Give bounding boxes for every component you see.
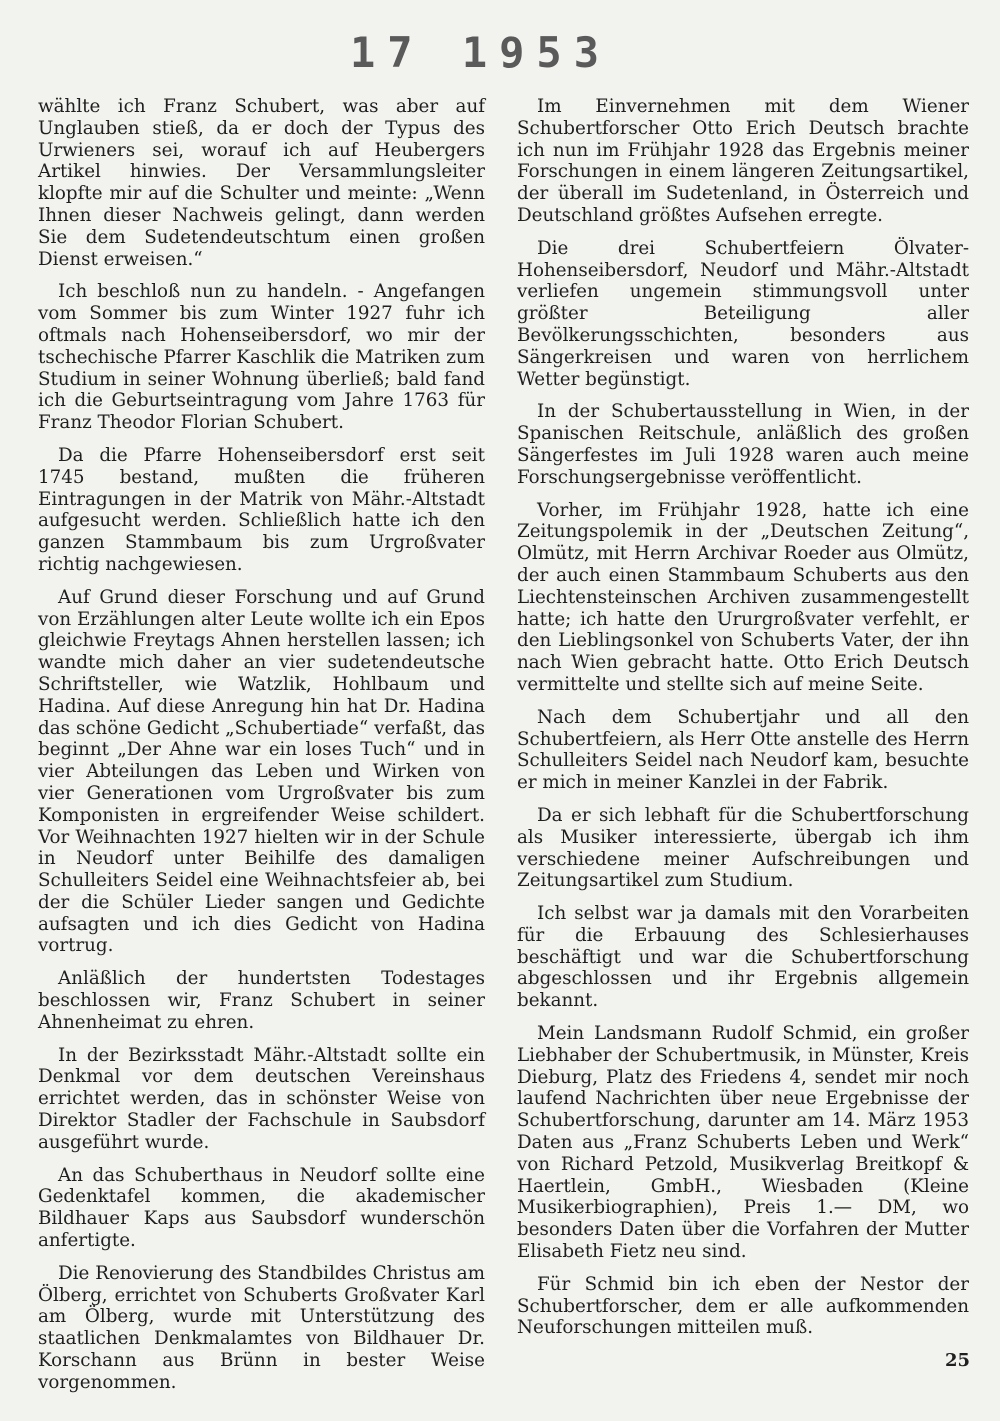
paragraph: In der Schubertausstellung in Wien, in der Spanischen Reitschule, anläßlich des großen Sängerfestes im Juli 1928 waren auch meine Forschungsergebnisse veröffentlicht. xyxy=(517,401,969,488)
date-stamp: 17 1953 xyxy=(350,28,612,77)
paragraph: In der Bezirksstadt Mähr.-Altstadt sollte ein Denkmal vor dem deutschen Vereinshaus errichtet werden, das in schönster Weise von Direktor Stadler der Fachschule in Saubsdorf ausgeführt wurde. xyxy=(38,1044,485,1153)
paragraph: Anläßlich der hundertsten Todestages beschlossen wir, Franz Schubert in seiner Ahnenheimat zu ehren. xyxy=(38,968,485,1033)
paragraph: Die Renovierung des Standbildes Christus am Ölberg, errichtet von Schuberts Großvater Karl am Ölberg, wurde mit Unterstützung des staatlichen Denkmalamtes von Bildhauer Dr. Korschann aus Brünn in bester Weise vorgenommen. xyxy=(38,1262,485,1393)
paragraph: Auf Grund dieser Forschung und auf Grund von Erzählungen alter Leute wollte ich ein Epos gleichwie Freytags Ahnen herstellen lassen; ich wandte mich daher an vier sudetendeutsche Schriftsteller, wie Watzlik, Hohlbaum und Hadina. Auf diese Anregung hin hat Dr. Hadina das schöne Gedicht „Schubertiade“ verfaßt, das beginnt „Der Ahne war ein loses Tuch“ und in vier Abteilungen das Leben und Wirken von vier Generationen vom Urgroßvater bis zum Komponisten in ergreifender Weise schildert. Vor Weihnachten 1927 hielten wir in der Schule in Neudorf unter Beihilfe des damaligen Schulleiters Seidel eine Weihnachtsfeier ab, bei der die Schüler Lieder sangen und Gedichte aufsagten und ich dies Gedicht von Hadina vortrug. xyxy=(38,586,485,957)
paragraph: Die drei Schubertfeiern Ölvater-Hohenseibersdorf, Neudorf und Mähr.-Altstadt verliefen ungemein stimmungsvoll unter größter Beteiligung aller Bevölkerungsschichten, besonders aus Sängerkreisen und waren von herrlichem Wetter begünstigt. xyxy=(517,237,969,390)
paragraph: Im Einvernehmen mit dem Wiener Schubertforscher Otto Erich Deutsch brachte ich nun im Frühjahr 1928 das Ergebnis meiner Forschungen in einem längeren Zeitungsartikel, der überall im Sudetenland, in Österreich und Deutschland größtes Aufsehen erregte. xyxy=(517,96,969,226)
paragraph: Für Schmid bin ich eben der Nestor der Schubertforscher, dem er alle aufkommenden Neuforschungen mitteilen muß. xyxy=(517,1273,969,1339)
paragraph: Da er sich lebhaft für die Schubertforschung als Musiker interessierte, übergab ich ihm verschiedene meiner Aufschreibungen und Zeitungsartikel zum Studium. xyxy=(517,804,969,892)
paragraph: Nach dem Schubertjahr und all den Schubertfeiern, als Herr Otte anstelle des Herrn Schulleiters Seidel nach Neudorf kam, besuchte er mich in meiner Kanzlei in der Fabrik. xyxy=(517,706,969,794)
paragraph: Da die Pfarre Hohenseibersdorf erst seit 1745 bestand, mußten die früheren Eintragungen in der Matrik von Mähr.-Altstadt aufgesucht werden. Schließlich hatte ich den ganzen Stammbaum bis zum Urgroßvater richtig nachgewiesen. xyxy=(38,444,485,575)
paragraph: wählte ich Franz Schubert, was aber auf Unglauben stieß, da er doch der Typus des Urwieners sei, worauf ich auf Heubergers Artikel hinwies. Der Versammlungsleiter klopfte mir auf die Schulter und meinte: „Wenn Ihnen dieser Nachweis gelingt, dann werden Sie dem Sudetendeutschtum einen großen Dienst erweisen.“ xyxy=(38,96,485,270)
right-column xyxy=(517,96,969,1350)
paragraph: Vorher, im Frühjahr 1928, hatte ich eine Zeitungspolemik in der „Deutschen Zeitung“, Olmütz, mit Herrn Archivar Roeder aus Olmütz, der auch einen Stammbaum Schuberts aus den Liechtensteinschen Archiven zusammengestellt hatte; ich hatte den Ururgroßvater verfehlt, er den Lieblingsonkel von Schuberts Vater, der ihn nach Wien gebracht hatte. Otto Erich Deutsch vermittelte und stellte sich auf meine Seite. xyxy=(517,499,969,695)
page-number: 25 xyxy=(944,1350,970,1371)
paragraph: Ich beschloß nun zu handeln. - Angefangen vom Sommer bis zum Winter 1927 fuhr ich oftmals nach Hohenseibersdorf, wo mir der tschechische Pfarrer Kaschlik die Matriken zum Studium in seiner Wohnung überließ; bald fand ich die Geburtseintragung vom Jahre 1763 für Franz Theodor Florian Schubert. xyxy=(38,281,485,434)
paragraph: Mein Landsmann Rudolf Schmid, ein großer Liebhaber der Schubertmusik, in Münster, Kreis Dieburg, Platz des Friedens 4, sendet mir noch laufend Nachrichten über neue Ergebnisse der Schubertforschung, darunter am 14. März 1953 Daten aus „Franz Schuberts Leben und Werk“ von Richard Petzold, Musikverlag Breitkopf & Haertlein, GmbH., Wiesbaden (Kleine Musikerbiographien), Preis 1.— DM, wo besonders Daten über die Vorfahren der Mutter Elisabeth Fietz neu sind. xyxy=(517,1023,969,1263)
paragraph: An das Schuberthaus in Neudorf sollte eine Gedenktafel kommen, die akademischer Bildhauer Kaps aus Saubsdorf wunderschön anfertigte. xyxy=(38,1164,485,1252)
paragraph: Ich selbst war ja damals mit den Vorarbeiten für die Erbauung des Schlesierhauses beschäftigt und war die Schubertforschung abgeschlossen und ihr Ergebnis allgemein bekannt. xyxy=(517,903,969,1012)
left-column xyxy=(38,96,485,1405)
